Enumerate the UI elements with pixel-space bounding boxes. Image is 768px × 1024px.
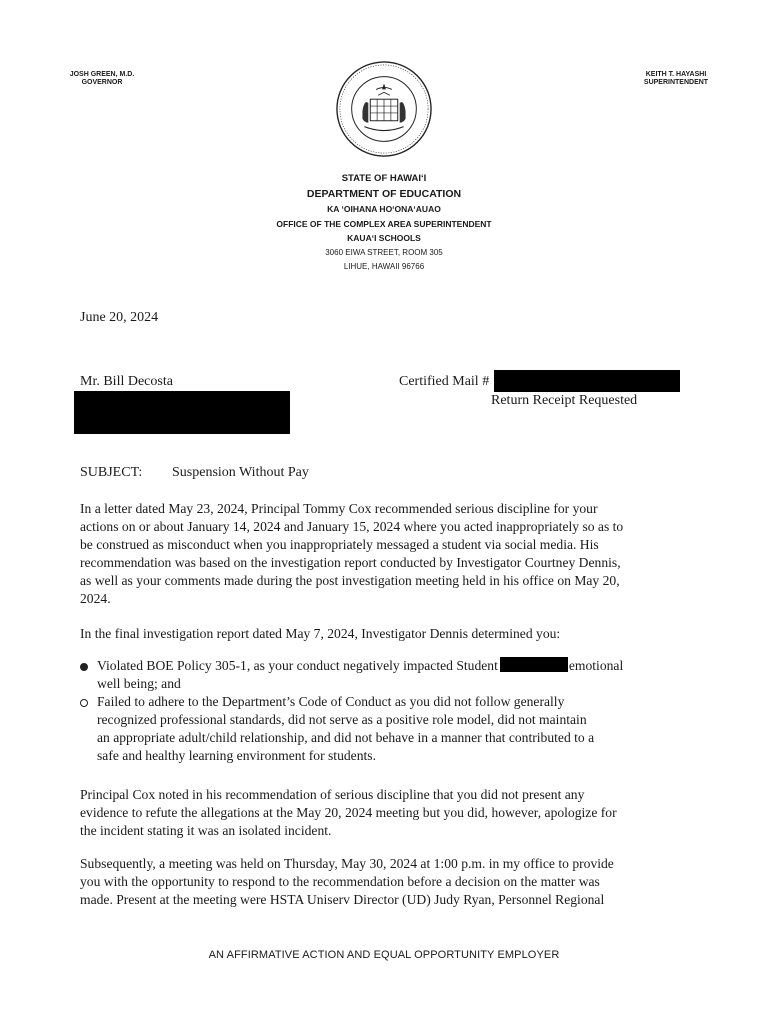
paragraph-1 — [80, 500, 686, 608]
redacted-student-name — [500, 657, 568, 672]
redacted-mail-number — [494, 370, 680, 392]
finding-text: safe and healthy learning environment for students. — [97, 748, 376, 763]
redacted-address — [74, 391, 290, 434]
finding-item — [80, 657, 686, 693]
city-address: LIHUE, HAWAII 96766 — [343, 262, 425, 271]
paragraph-3 — [80, 786, 686, 840]
paragraph-line: 2024. — [80, 591, 111, 606]
state-seal-icon — [335, 60, 433, 158]
superintendent-name: KEITH T. HAYASHI — [645, 71, 707, 78]
paragraph-line: actions on or about January 14, 2024 and January 15, 2024 where you acted inappropriately so as to — [80, 519, 624, 534]
paragraph-line: as well as your comments made during the post investigation meeting held in his office on May 20, — [80, 573, 620, 588]
bullet-icon — [80, 699, 88, 707]
footer-text: AN AFFIRMATIVE ACTION AND EQUAL OPPORTUNITY EMPLOYER — [208, 949, 560, 961]
superintendent-title: SUPERINTENDENT — [643, 79, 709, 86]
finding-text: Failed to adhere to the Department’s Code of Conduct as you did not follow generally — [97, 694, 565, 709]
governor-title: GOVERNOR — [81, 79, 123, 86]
finding-text: Violated BOE Policy 305-1, as your conduct negatively impacted Student — [97, 658, 498, 673]
paragraph-2 — [80, 625, 686, 643]
paragraph-line: In the final investigation report dated May 7, 2024, Investigator Dennis determined you: — [80, 626, 561, 641]
certified-mail-label: Certified Mail # — [399, 374, 490, 389]
paragraph-line: Principal Cox noted in his recommendation of serious discipline that you did not present any — [80, 787, 585, 802]
department-name: DEPARTMENT OF EDUCATION — [306, 188, 462, 200]
finding-text: recognized professional standards, did not serve as a positive role model, did not maintain — [97, 712, 587, 727]
superintendent-block — [636, 71, 716, 87]
finding-item — [80, 693, 686, 765]
department-hawaiian-name: KA ‘OIHANA HO‘ONA‘AUAO — [327, 204, 441, 214]
paragraph-line: Subsequently, a meeting was held on Thursday, May 30, 2024 at 1:00 p.m. in my office to provide — [80, 856, 614, 871]
findings-list — [80, 657, 686, 765]
return-receipt: Return Receipt Requested — [491, 393, 638, 408]
governor-block — [62, 71, 142, 87]
bullet-icon — [80, 663, 88, 671]
letter-date: June 20, 2024 — [80, 310, 159, 325]
state-name: STATE OF HAWAI‘I — [341, 173, 427, 184]
paragraph-line: be construed as misconduct when you inappropriately messaged a student via social media. His — [80, 537, 599, 552]
paragraph-4 — [80, 855, 686, 909]
recipient-name: Mr. Bill Decosta — [80, 374, 173, 389]
letterhead-address — [184, 171, 584, 275]
office-name: OFFICE OF THE COMPLEX AREA SUPERINTENDENT — [276, 218, 492, 229]
governor-name: JOSH GREEN, M.D. — [69, 71, 135, 78]
paragraph-line: the incident stating it was an isolated incident. — [80, 823, 332, 838]
paragraph-line: you with the opportunity to respond to the recommendation before a decision on the matter was — [80, 874, 600, 889]
finding-text: emotional — [568, 658, 624, 673]
paragraph-line: evidence to refute the allegations at the May 20, 2024 meeting but you did, however, apologize for — [80, 805, 617, 820]
subject-label: SUBJECT: — [80, 465, 143, 480]
paragraph-line: recommendation was based on the investigation report conducted by Investigator Courtney Dennis, — [80, 555, 621, 570]
complex-name: KAUA‘I SCHOOLS — [347, 233, 421, 243]
subject-text: Suspension Without Pay — [172, 465, 309, 480]
finding-text: an appropriate adult/child relationship, and did not behave in a manner that contributed to a — [97, 730, 595, 745]
finding-text: well being; and — [97, 676, 181, 691]
paragraph-line: In a letter dated May 23, 2024, Principal Tommy Cox recommended serious discipline for your — [80, 501, 598, 516]
paragraph-line: made. Present at the meeting were HSTA Uniserv Director (UD) Judy Ryan, Personnel Regional — [80, 892, 605, 907]
street-address: 3060 EIWA STREET, ROOM 305 — [325, 247, 443, 257]
